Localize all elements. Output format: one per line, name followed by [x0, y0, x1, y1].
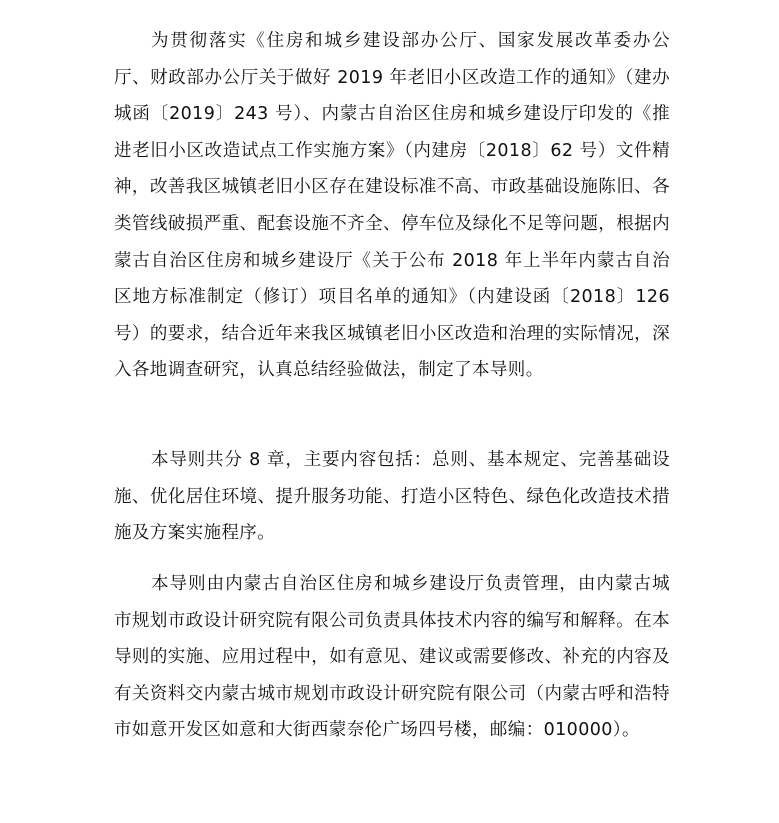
- paragraph-purpose: 为贯彻落实《住房和城乡建设部办公厅、国家发展改革委办公厅、财政部办公厅关于做好 2019 年老旧小区改造工作的通知》（建办城函〔2019〕243 号）、内蒙古自治区住房和城乡建设厅印发的《推进老旧小区改造试点工作实施方案》（内建房〔2018〕62 号）文件精神，改善我区城镇老旧小区存在建设标准不高、市政基础设施陈旧、各类管线破损严重、配套设施不齐全、停车位及绿化不足等问题，根据内蒙古自治区住房和城乡建设厅《关于公布 2018 年上半年内蒙古自治区地方标准制定（修订）项目名单的通知》（内建设函〔2018〕126 号）的要求，结合近年来我区城镇老旧小区改造和治理的实际情况，深入各地调查研究，认真总结经验做法，制定了本导则。: [114, 31, 670, 381]
- paragraph-contents: 本导则共分 8 章，主要内容包括：总则、基本规定、完善基础设施、优化居住环境、提升服务功能、打造小区特色、绿色化改造技术措施及方案实施程序。: [114, 450, 670, 544]
- paragraph-management: 本导则由内蒙古自治区住房和城乡建设厅负责管理，由内蒙古城市规划市政设计研究院有限公司负责具体技术内容的编写和解释。在本导则的实施、应用过程中，如有意见、建议或需要修改、补充的内容及有关资料交内蒙古城市规划市政设计研究院有限公司（内蒙古呼和浩特市如意开发区如意和大街西蒙奈伦广场四号楼，邮编：010000）。: [114, 574, 670, 741]
